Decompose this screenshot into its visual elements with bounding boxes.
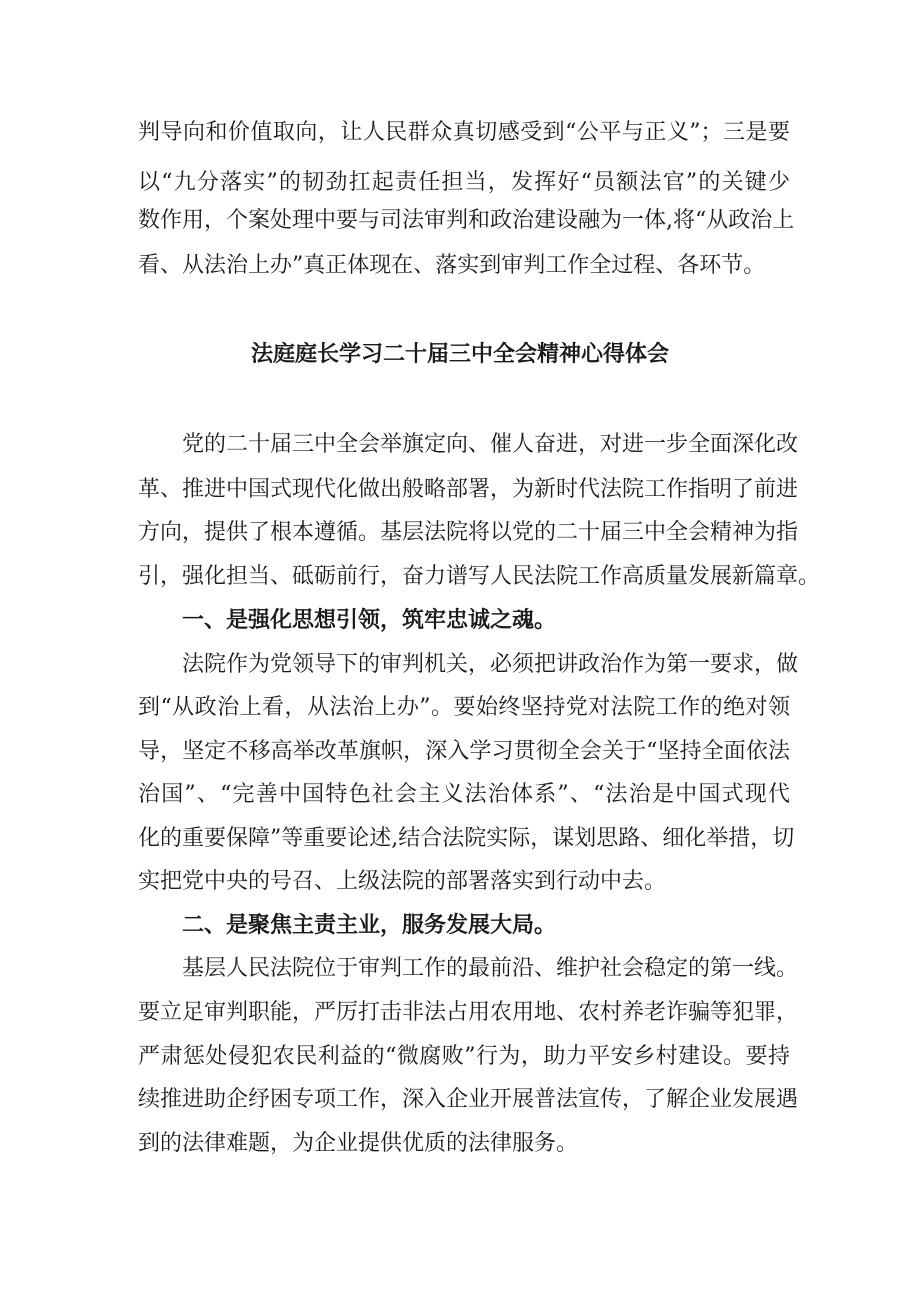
section-heading: 二、是聚焦主责主业，服务发展大局。: [182, 913, 557, 938]
paragraph-line: 实把党中央的号召、上级法院的部署落实到行动中去。: [138, 869, 667, 894]
paragraph-line: 判导向和价值取向，让人民群众真切感受到“公平与正义”；三是要: [138, 120, 790, 145]
paragraph-line: 到的法律难题，为企业提供优质的法律服务。: [138, 1131, 579, 1156]
paragraph-line: 基层人民法院位于审判工作的最前沿、维护社会稳定的第一线。: [182, 956, 799, 981]
paragraph-line: 数作用，个案处理中要与司法审判和政治建设融为一体,将“从政治上: [138, 208, 795, 233]
paragraph-line: 严肃惩处侵犯农民利益的“微腐败”行为，助力平安乡村建设。要持: [138, 1044, 790, 1069]
paragraph-line: 要立足审判职能，严厉打击非法占用农用地、农村养老诈骗等犯罪，: [138, 1000, 799, 1025]
paragraph-line: 治国”、“完善中国特色社会主义法治体系”、“法治是中国式现代: [138, 782, 790, 807]
paragraph-line: 革、推进中国式现代化做出般略部署，为新时代法院工作指明了前进: [138, 477, 799, 502]
paragraph-line: 续推进助企纾困专项工作，深入企业开展普法宣传，了解企业发展遇: [138, 1087, 799, 1112]
paragraph-line: 党的二十届三中全会举旗定向、催人奋进，对进一步全面深化改: [182, 432, 799, 457]
paragraph-line: 法院作为党领导下的审判机关，必须把讲政治作为第一要求，做: [182, 652, 799, 677]
paragraph-line: 引，强化担当、砥砺前行，奋力谱写人民法院工作高质量发展新篇章。: [138, 564, 821, 589]
paragraph-line: 以“九分落实”的韧劲扛起责任担当，发挥好“员额法官”的关键少: [138, 170, 790, 195]
paragraph-line: 到“从政治上看，从法治上办”。要始终坚持党对法院工作的绝对领: [138, 695, 790, 720]
paragraph-line: 化的重要保障”等重要论述,结合法院实际，谋划思路、细化举措，切: [138, 826, 795, 851]
paragraph-line: 导，坚定不移高举改革旗帜，深入学习贯彻全会关于“坚持全面依法: [138, 739, 790, 764]
section-heading: 一、是强化思想引领，筑牢忠诚之魂。: [182, 608, 557, 633]
paragraph-line: 看、从法治上办”真正体现在、落实到审判工作全过程、各环节。: [138, 253, 766, 278]
paragraph-line: 方向，提供了根本遵循。基层法院将以党的二十届三中全会精神为指: [138, 520, 799, 545]
article-title: 法庭庭长学习二十届三中全会精神心得体会: [250, 342, 669, 367]
